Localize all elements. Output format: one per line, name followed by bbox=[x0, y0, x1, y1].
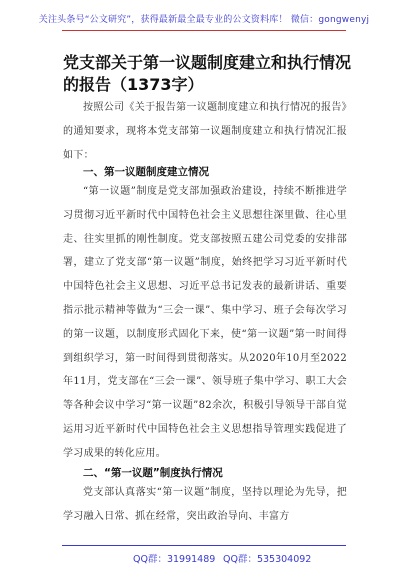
footer-qq-group-1: QQ群：31991489 bbox=[133, 554, 216, 565]
header-divider bbox=[62, 30, 346, 31]
footer-divider bbox=[62, 545, 346, 546]
document-title: 党支部关于第一议题制度建立和执行情况的报告（1373字） bbox=[63, 53, 352, 94]
section-1-heading: 一、第一议题制度建立情况 bbox=[83, 166, 209, 178]
section-2-body: 党支部认真落实“第一议题”制度，坚持以理论为先导，把学习融入日常、抓在经常，突出政治导向、丰富方 bbox=[63, 487, 347, 522]
section-2-heading: 二、“第一议题”制度执行情况 bbox=[83, 467, 223, 479]
footer-qq-group-2: QQ群：535304092 bbox=[223, 554, 312, 565]
section-1-body: “第一议题”制度是党支部加强政治建设，持续不断推进学习贯彻习近平新时代中国特色社会主义思想往深里做、往心里走、往实里抓的刚性制度。党支部按照五建公司党委的安排部署，建立了党支部“第一议题”制度，始终把学习习近平新时代中国特色社会主义思想、习近平总书记发表的最新讲话、重要指示批示精神等做为“三会一课”、集中学习、班子会每次学习的第一议题，以制度形式固化下来，使“第一议题”第一时间得到组织学习，第一时间得到贯彻落实。从2020年10月至2022年11月，党支部在“三会一课”、领导班子集中学习、职工大会等各种会议中学习“第一议题”82余次，积极引导领导干部自觉运用习近平新时代中国特色社会主义思想指导管理实践促进了学习成果的转化应用。 bbox=[63, 186, 347, 459]
header-banner: 关注头条号“公文研究”，获得最新最全最专业的公文资料库！ 微信：gongwenyj bbox=[38, 15, 370, 25]
intro-paragraph: 按照公司《关于报告第一议题制度建立和执行情况的报告》的通知要求，现将本党支部第一议题制度建立和执行情况汇报如下： bbox=[63, 102, 347, 161]
